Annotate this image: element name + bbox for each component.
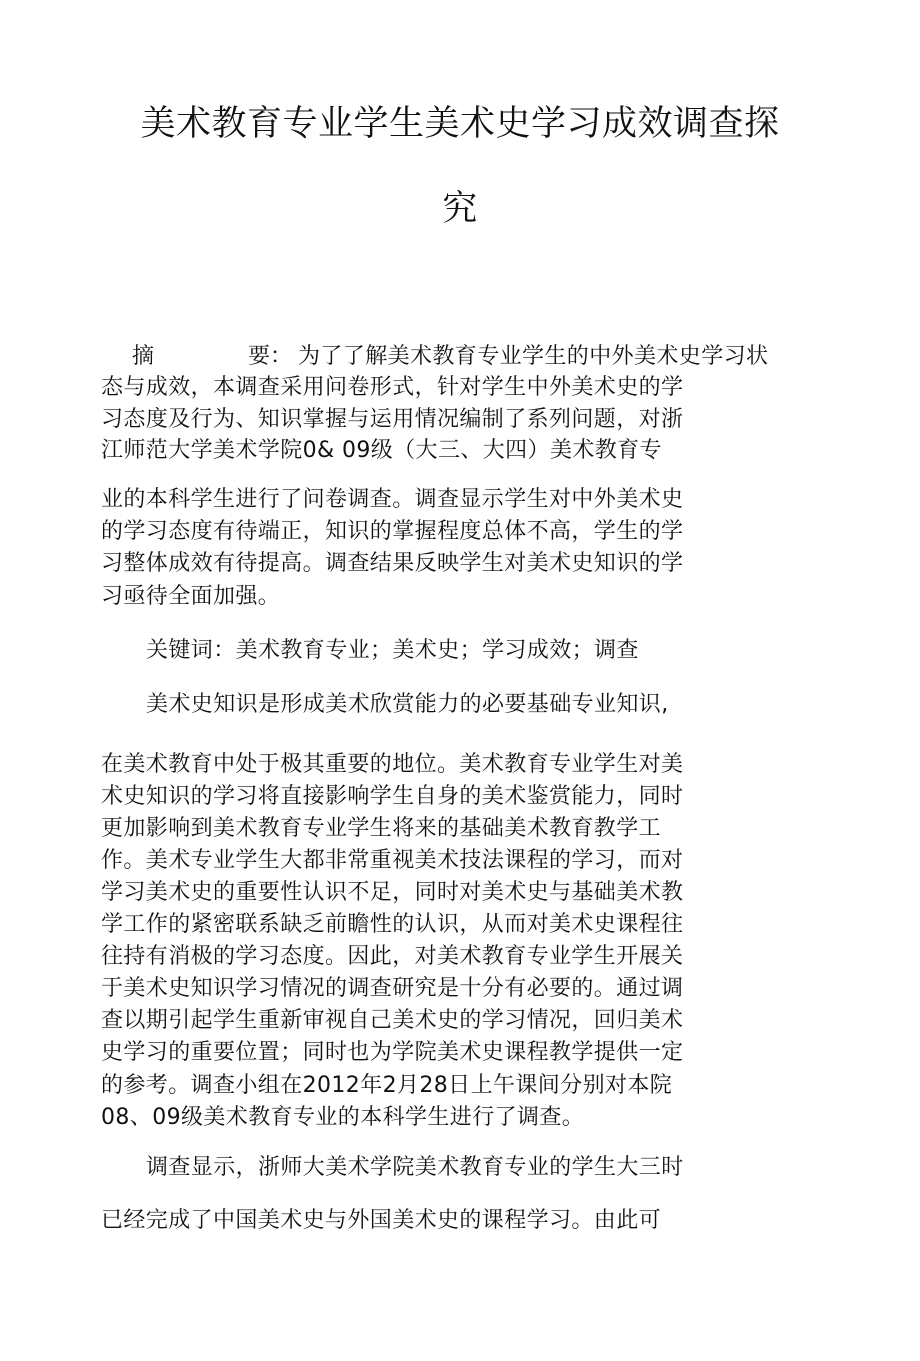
paragraph-line: 更加影响到美术教育专业学生将来的基础美术教育教学工: [101, 816, 662, 841]
paragraph-line: 的参考。调查小组在2012年2月28日上午课间分别对本院: [101, 1073, 673, 1098]
paragraph-line: 已经完成了中国美术史与外国美术史的课程学习。由此可: [101, 1208, 662, 1233]
paragraph-line: 学工作的紧密联系缺乏前瞻性的认识，从而对美术史课程往: [101, 912, 684, 937]
paragraph-line: 往持有消极的学习态度。因此，对美术教育专业学生开展关: [101, 944, 684, 969]
abstract-label-char-2: 要：: [248, 344, 293, 369]
abstract-line: 习亟待全面加强。: [101, 584, 281, 609]
abstract-line: 业的本科学生进行了问卷调查。调查显示学生对中外美术史: [101, 487, 684, 512]
abstract-line: 江师范大学美术学院0& 09级（大三、大四）美术教育专: [101, 438, 662, 463]
paragraph-line: 作。美术专业学生大都非常重视美术技法课程的学习，而对: [101, 848, 684, 873]
abstract-line: 习态度及行为、知识掌握与运用情况编制了系列问题，对浙: [101, 407, 684, 432]
paragraph-line: 于美术史知识学习情况的调查研究是十分有必要的。通过调: [101, 976, 684, 1001]
abstract-line: 的学习态度有待端正，知识的掌握程度总体不高，学生的学: [101, 519, 684, 544]
abstract-line: 为了了解美术教育专业学生的中外美术史学习状: [298, 344, 769, 369]
abstract-line: 习整体成效有待提高。调查结果反映学生对美术史知识的学: [101, 551, 684, 576]
abstract-label-char-1: 摘: [132, 344, 155, 369]
paragraph-first-line: 调查显示，浙师大美术学院美术教育专业的学生大三时: [146, 1155, 684, 1180]
paragraph-line: 08、09级美术教育专业的本科学生进行了调查。: [101, 1105, 585, 1130]
paragraph-line: 在美术教育中处于极其重要的地位。美术教育专业学生对美: [101, 752, 684, 777]
paragraph-first-line: 美术史知识是形成美术欣赏能力的必要基础专业知识,: [146, 692, 669, 717]
document-title-line-2: 究: [442, 189, 478, 229]
document-title-line-1: 美术教育专业学生美术史学习成效调查探: [140, 104, 780, 144]
keywords: 关键词：美术教育专业；美术史；学习成效；调查: [146, 638, 639, 663]
abstract-line: 态与成效，本调查采用问卷形式，针对学生中外美术史的学: [101, 375, 684, 400]
paragraph-line: 查以期引起学生重新审视自己美术史的学习情况，回归美术: [101, 1008, 684, 1033]
paragraph-line: 史学习的重要位置；同时也为学院美术史课程教学提供一定: [101, 1040, 684, 1065]
paragraph-line: 学习美术史的重要性认识不足，同时对美术史与基础美术教: [101, 880, 684, 905]
paragraph-line: 术史知识的学习将直接影响学生自身的美术鉴赏能力，同时: [101, 784, 684, 809]
